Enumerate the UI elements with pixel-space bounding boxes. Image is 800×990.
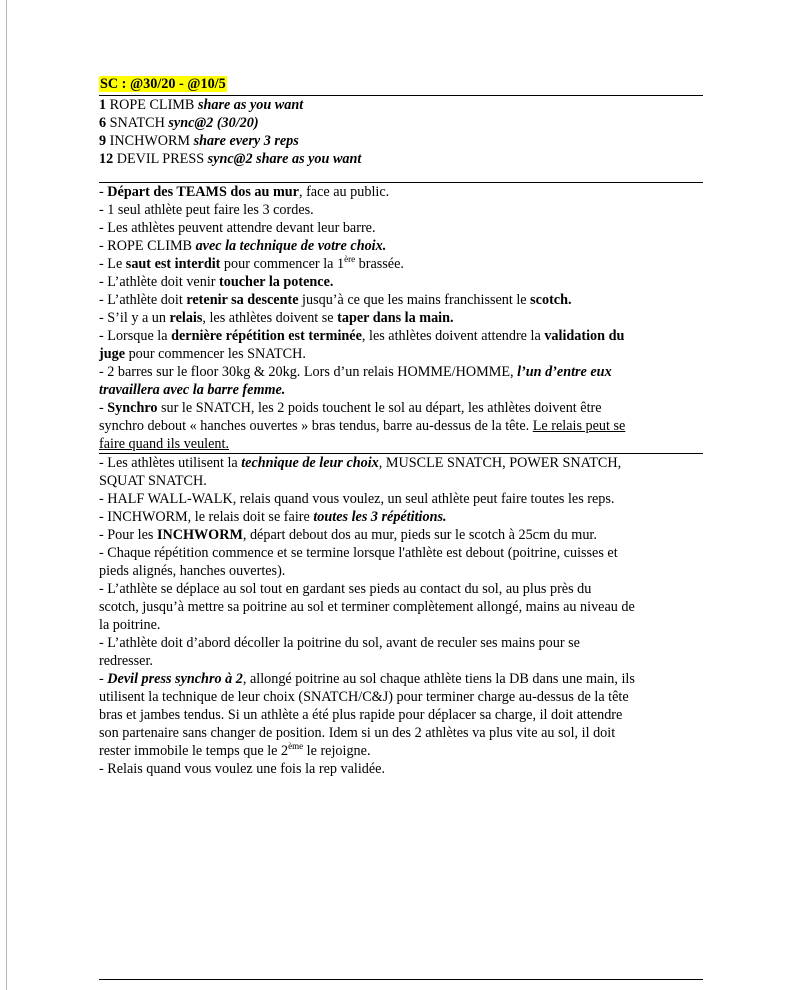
rule-line: - Synchro sur le SNATCH, les 2 poids touchent le sol au départ, les athlètes doivent être bbox=[99, 400, 602, 416]
rule-line: - ROPE CLIMB avec la technique de votre choix. bbox=[99, 238, 387, 254]
movement-name: DEVIL PRESS bbox=[116, 151, 205, 167]
rule-line: - L’athlète se déplace au sol tout en gardant ses pieds au contact du sol, au plus près du bbox=[99, 581, 592, 597]
rule-line: synchro debout « hanches ouvertes » bras tendus, barre au-dessus de la tête. Le relais peut se bbox=[99, 418, 626, 434]
rep-count: 6 bbox=[99, 115, 107, 131]
footer-divider bbox=[99, 979, 703, 980]
rule-line: - 2 barres sur le floor 30kg & 20kg. Lors d’un relais HOMME/HOMME, l’un d’entre eux bbox=[99, 364, 612, 380]
page-edge bbox=[6, 0, 7, 990]
movement-name: ROPE CLIMB bbox=[109, 97, 195, 113]
movement-name: SNATCH bbox=[109, 115, 165, 131]
workout-item bbox=[99, 132, 703, 150]
rule-line: - L’athlète doit d’abord décoller la poitrine du sol, avant de reculer ses mains pour se bbox=[99, 635, 580, 651]
workout-item bbox=[99, 150, 703, 168]
document-body bbox=[99, 75, 703, 778]
rule-line: SQUAT SNATCH. bbox=[99, 473, 207, 489]
rules-section-a bbox=[99, 183, 703, 453]
movement-name: INCHWORM bbox=[109, 133, 191, 149]
rep-count: 1 bbox=[99, 97, 107, 113]
rule-line: juge pour commencer les SNATCH. bbox=[99, 346, 306, 362]
rule-line: scotch, jusqu’à mettre sa poitrine au sol et terminer complètement allongé, mains au niveau de bbox=[99, 599, 635, 615]
title-bar bbox=[99, 75, 703, 96]
rule-line: la poitrine. bbox=[99, 617, 161, 633]
rule-line: utilisent la technique de leur choix (SNATCH/C&J) pour terminer charge au-dessus de la tête bbox=[99, 689, 629, 705]
rule-line: - S’il y a un relais, les athlètes doivent se taper dans la main. bbox=[99, 310, 454, 326]
rule-line: bras et jambes tendus. Si un athlète a été plus rapide pour déplacer sa charge, il doit attendre bbox=[99, 707, 623, 723]
rule-line: travaillera avec la barre femme. bbox=[99, 382, 286, 398]
rule-line: - Chaque répétition commence et se termine lorsque l'athlète est debout (poitrine, cuisses et bbox=[99, 545, 618, 561]
workout-title: SC : @30/20 - @10/5 bbox=[100, 76, 226, 92]
rule-line: - Pour les INCHWORM, départ debout dos au mur, pieds sur le scotch à 25cm du mur. bbox=[99, 527, 597, 543]
rule-line: pieds alignés, hanches ouvertes). bbox=[99, 563, 286, 579]
movement-note: share every 3 reps bbox=[193, 133, 299, 149]
rule-line: redresser. bbox=[99, 653, 153, 669]
rule-line: rester immobile le temps que le 2ème le rejoigne. bbox=[99, 741, 371, 759]
workout-item bbox=[99, 96, 703, 114]
rep-count: 12 bbox=[99, 151, 114, 167]
rule-line: - Lorsque la dernière répétition est terminée, les athlètes doivent attendre la validation du bbox=[99, 328, 625, 344]
movement-note: sync@2 (30/20) bbox=[168, 115, 259, 131]
movement-note: sync@2 share as you want bbox=[207, 151, 362, 167]
movement-note: share as you want bbox=[197, 97, 304, 113]
rule-line: - Les athlètes utilisent la technique de leur choix, MUSCLE SNATCH, POWER SNATCH, bbox=[99, 455, 622, 471]
rule-line: - HALF WALL-WALK, relais quand vous voulez, un seul athlète peut faire toutes les reps. bbox=[99, 491, 615, 507]
rule-line: - Devil press synchro à 2, allongé poitrine au sol chaque athlète tiens la DB dans une main, ils bbox=[99, 671, 635, 687]
rep-count: 9 bbox=[99, 133, 107, 149]
rule-line: faire quand ils veulent. bbox=[99, 436, 230, 452]
rule-line: - 1 seul athlète peut faire les 3 cordes. bbox=[99, 202, 314, 218]
rule-line: - INCHWORM, le relais doit se faire toutes les 3 répétitions. bbox=[99, 509, 447, 525]
rules-section-b bbox=[99, 454, 703, 778]
rule-line: - Relais quand vous voulez une fois la rep validée. bbox=[99, 761, 386, 777]
rule-line: - L’athlète doit venir toucher la potence. bbox=[99, 274, 334, 290]
workout-list bbox=[99, 96, 703, 168]
rule-line: - L’athlète doit retenir sa descente jusqu’à ce que les mains franchissent le scotch. bbox=[99, 292, 572, 308]
rule-line: - Le saut est interdit pour commencer la 1ère brassée. bbox=[99, 254, 404, 272]
rule-line: - Les athlètes peuvent attendre devant leur barre. bbox=[99, 220, 376, 236]
rule-line: son partenaire sans changer de position. Idem si un des 2 athlètes va plus vite au sol, il doit bbox=[99, 725, 616, 741]
workout-item bbox=[99, 114, 703, 132]
rule-line: - Départ des TEAMS dos au mur, face au public. bbox=[99, 184, 390, 200]
